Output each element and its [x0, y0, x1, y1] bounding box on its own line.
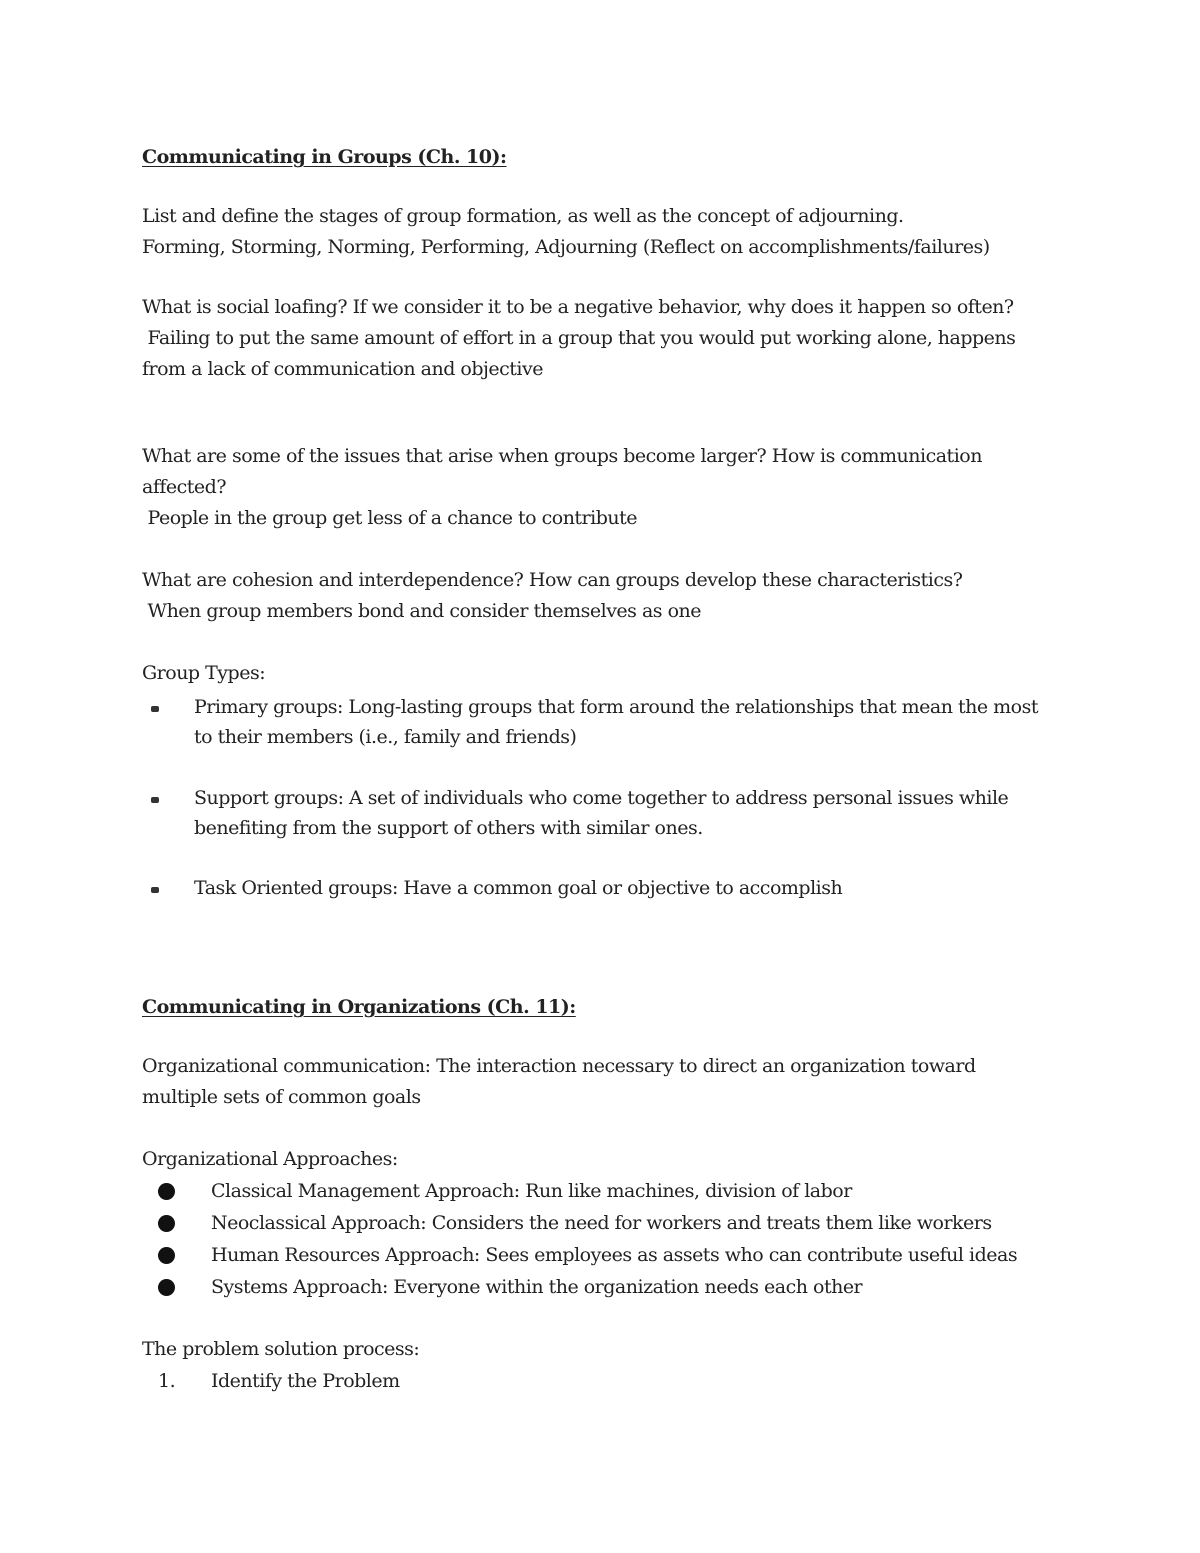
answer-cohesion: When group members bond and consider themselves as one [142, 600, 701, 622]
bullet-icon [158, 1247, 175, 1264]
step-number: 1. [158, 1370, 176, 1392]
org-definition-line1: Organizational communication: The interaction necessary to direct an organization toward [142, 1055, 976, 1077]
bullet-icon [158, 1183, 175, 1200]
bullet-icon [151, 706, 159, 712]
approach-item: Classical Management Approach: Run like machines, division of labor [211, 1180, 852, 1202]
question-larger-groups-line1: What are some of the issues that arise when groups become larger? How is communication [142, 445, 982, 467]
group-types-label: Group Types: [142, 662, 266, 684]
approach-item: Human Resources Approach: Sees employees as assets who can contribute useful ideas [211, 1244, 1018, 1266]
approach-item: Systems Approach: Everyone within the organization needs each other [211, 1276, 863, 1298]
question-stages: List and define the stages of group formation, as well as the concept of adjourning. [142, 205, 904, 227]
section-heading-organizations: Communicating in Organizations (Ch. 11): [142, 996, 576, 1018]
process-label: The problem solution process: [142, 1338, 420, 1360]
group-type-primary-line1: Primary groups: Long-lasting groups that form around the relationships that mean the most [194, 696, 1039, 718]
bullet-icon [158, 1215, 175, 1232]
answer-social-loafing-line2: from a lack of communication and objective [142, 358, 543, 380]
bullet-icon [151, 797, 159, 803]
approaches-label: Organizational Approaches: [142, 1148, 398, 1170]
approach-item: Neoclassical Approach: Considers the need for workers and treats them like workers [211, 1212, 992, 1234]
question-larger-groups-line2: affected? [142, 476, 227, 498]
bullet-icon [158, 1279, 175, 1296]
question-social-loafing: What is social loafing? If we consider it to be a negative behavior, why does it happen so often? [142, 296, 1014, 318]
section-heading-groups: Communicating in Groups (Ch. 10): [142, 146, 507, 168]
question-cohesion: What are cohesion and interdependence? How can groups develop these characteristics? [142, 569, 963, 591]
answer-stages: Forming, Storming, Norming, Performing, Adjourning (Reflect on accomplishments/failures) [142, 236, 990, 258]
bullet-icon [151, 887, 159, 893]
answer-social-loafing-line1: Failing to put the same amount of effort in a group that you would put working alone, happens [142, 327, 1016, 349]
group-type-support-line2: benefiting from the support of others with similar ones. [194, 817, 703, 839]
group-type-support-line1: Support groups: A set of individuals who come together to address personal issues while [194, 787, 1009, 809]
group-type-primary-line2: to their members (i.e., family and friends) [194, 726, 577, 748]
answer-larger-groups: People in the group get less of a chance to contribute [142, 507, 637, 529]
org-definition-line2: multiple sets of common goals [142, 1086, 421, 1108]
step-text: Identify the Problem [211, 1370, 400, 1392]
group-type-task-line1: Task Oriented groups: Have a common goal or objective to accomplish [194, 877, 843, 899]
